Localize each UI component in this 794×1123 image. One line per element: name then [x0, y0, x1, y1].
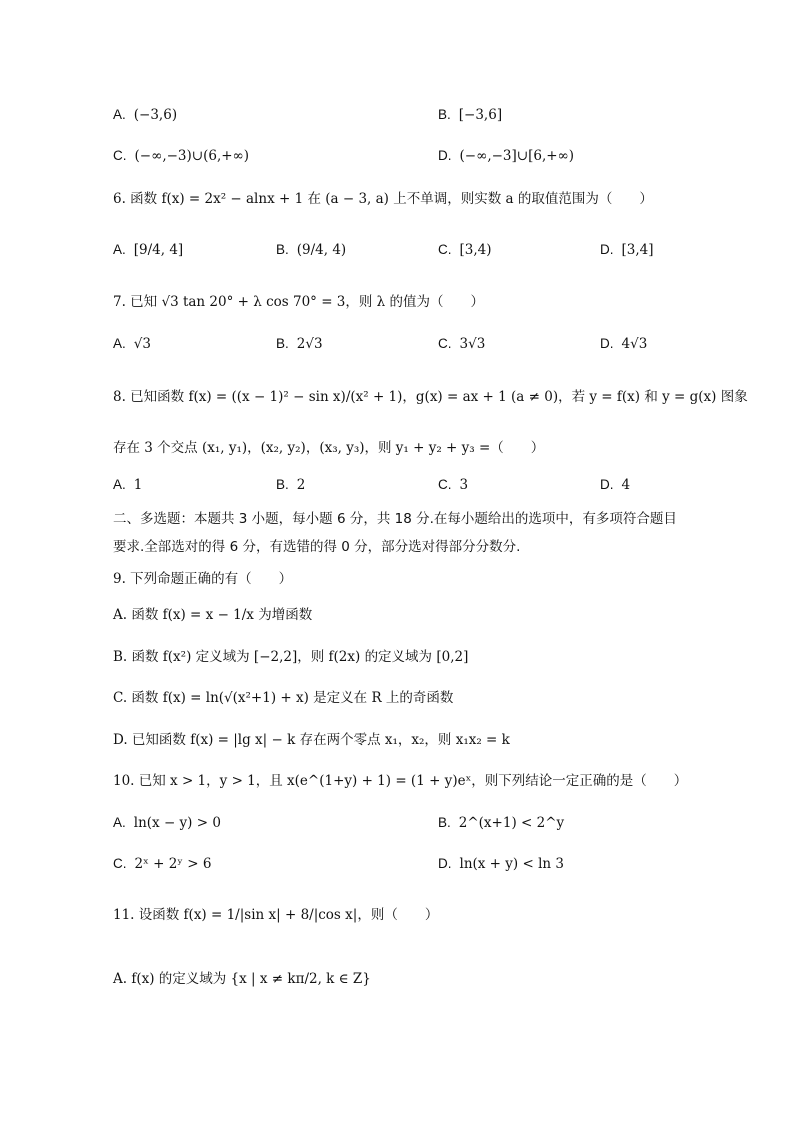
q9-option-c: C. 函数 f(x) = ln(√(x²+1) + x) 是定义在 R 上的奇函数 — [113, 690, 454, 706]
q9-stem: 9. 下列命题正确的有（ ） — [113, 571, 293, 587]
q11-stem: 11. 设函数 f(x) = 1/|sin x| + 8/|cos x|，则（ ） — [113, 907, 439, 923]
q5-option-d: D. (−∞,−3]∪[6,+∞) — [438, 148, 575, 164]
q9-option-d: D. 已知函数 f(x) = |lg x| − k 存在两个零点 x₁，x₂，则 x₁x₂ = k — [113, 732, 510, 748]
q6-option-c: C. [3,4) — [438, 242, 492, 258]
q10-option-b: B. 2^(x+1) < 2^y — [438, 815, 565, 831]
q8-option-b: B. 2 — [276, 477, 306, 493]
q8-stem-line2: 存在 3 个交点 (x₁, y₁)，(x₂, y₂)，(x₃, y₃)，则 y₁ + y₂ + y₃ =（ ） — [113, 440, 545, 456]
q6-option-b: B. (9/4, 4) — [276, 242, 347, 258]
q7-stem: 7. 已知 √3 tan 20° + λ cos 70° = 3，则 λ 的值为（ ） — [113, 294, 485, 310]
q8-options — [0, 476, 794, 506]
q6-option-a: A. [9/4, 4] — [113, 242, 184, 258]
q10-options-row2 — [0, 855, 794, 885]
q6-stem: 6. 函数 f(x) = 2x² − alnx + 1 在 (a − 3, a) 上不单调，则实数 a 的取值范围为（ ） — [113, 191, 653, 207]
q7-option-a: A. √3 — [113, 336, 151, 352]
q8-option-c: C. 3 — [438, 477, 469, 493]
q10-option-d: D. ln(x + y) < ln 3 — [438, 856, 564, 872]
q7-option-c: C. 3√3 — [438, 336, 486, 352]
q8-option-d: D. 4 — [600, 477, 631, 493]
q10-option-a: A. ln(x − y) > 0 — [113, 815, 221, 831]
q5-option-b: B. [−3,6] — [438, 107, 503, 123]
q11-option-a: A. f(x) 的定义域为 {x | x ≠ kπ/2, k ∈ Z} — [113, 971, 371, 987]
q9-option-a: A. 函数 f(x) = x − 1/x 为增函数 — [113, 607, 313, 623]
q9-option-b: B. 函数 f(x²) 定义域为 [−2,2]，则 f(2x) 的定义域为 [0,2] — [113, 649, 469, 665]
q10-stem: 10. 已知 x > 1，y > 1，且 x(e^(1+y) + 1) = (1 + y)eˣ，则下列结论一定正确的是（ ） — [113, 773, 688, 789]
q5-option-a: A. (−3,6) — [113, 107, 178, 123]
q10-options-row1 — [0, 814, 794, 844]
q5-option-c: C. (−∞,−3)∪(6,+∞) — [113, 148, 250, 164]
q5-options-row2 — [0, 147, 794, 177]
q8-stem-line1: 8. 已知函数 f(x) = ((x − 1)² − sin x)/(x² + 1)，g(x) = ax + 1 (a ≠ 0)，若 y = f(x) 和 y = g(x) 图象 — [113, 389, 748, 405]
section-2-instructions: 二、多选题：本题共 3 小题，每小题 6 分，共 18 分.在每小题给出的选项中，有多项符合题目要求.全部选对的得 6 分，有选错的得 0 分，部分选对得部分分数分. — [113, 511, 677, 555]
q8-option-a: A. 1 — [113, 477, 143, 493]
q10-option-c: C. 2ˣ + 2ʸ > 6 — [113, 856, 212, 872]
q7-options — [0, 335, 794, 365]
q5-options-row1 — [0, 106, 794, 136]
q7-option-d: D. 4√3 — [600, 336, 648, 352]
q6-options — [0, 241, 794, 271]
q7-option-b: B. 2√3 — [276, 336, 323, 352]
q6-option-d: D. [3,4] — [600, 242, 654, 258]
